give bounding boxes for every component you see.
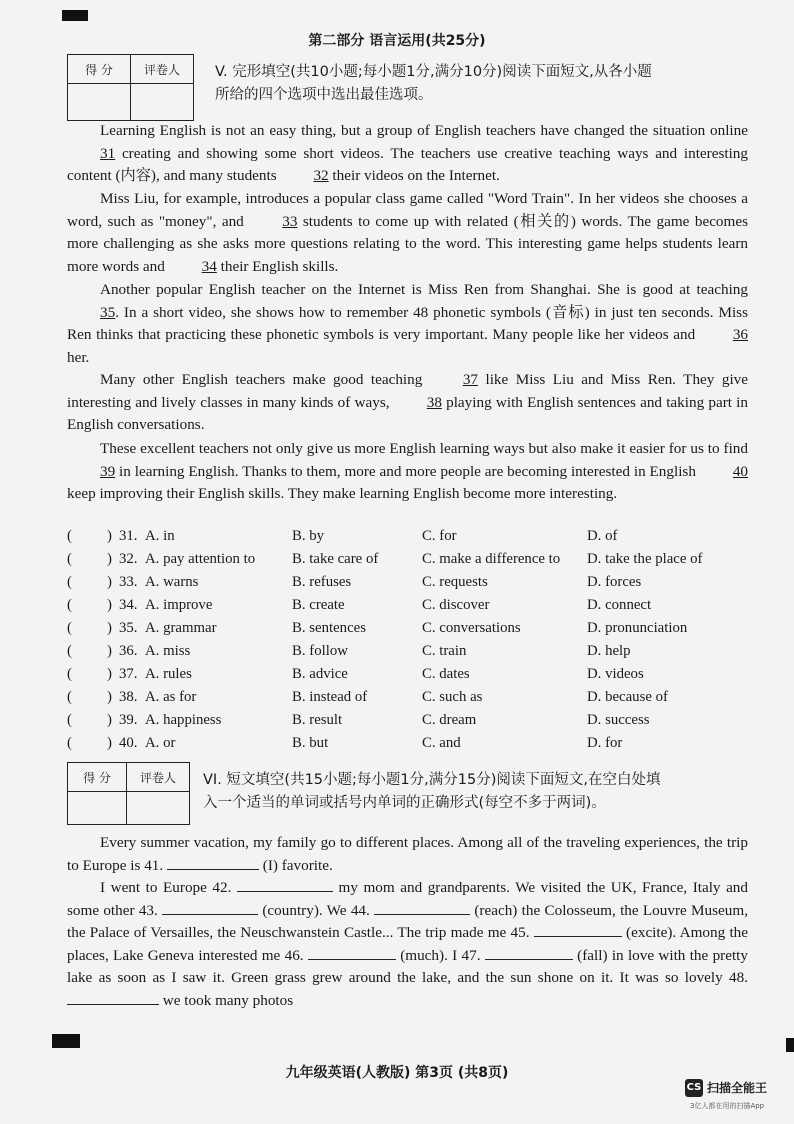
option-a[interactable]: A. in — [145, 528, 175, 544]
answer-paren-close: ) — [107, 528, 112, 544]
answer-paren-open: ( — [67, 689, 72, 705]
option-a[interactable]: A. pay attention to — [145, 551, 256, 567]
section-5-title: V. 完形填空(共10小题;每小题1分,满分10分)阅读下面短文,从各小题 所给的四个选项中选出最佳选项。 — [215, 64, 652, 103]
passage-paragraph-5: These excellent teachers not only give us more English learning ways but also make it easier for us to find 39 in learning English. Thanks to them, more and more people are becoming interested in English 40 keep improving their English skills. They make learning English become more interesting. — [67, 440, 748, 503]
answer-slot-39[interactable] — [75, 712, 105, 732]
option-b[interactable]: B. but — [292, 735, 329, 751]
registration-mark-top — [62, 10, 88, 21]
option-row-32 — [67, 551, 748, 573]
answer-blank-48[interactable] — [67, 1004, 159, 1005]
answer-paren-close: ) — [107, 666, 112, 682]
option-row-36 — [67, 643, 748, 665]
option-d[interactable]: D. videos — [587, 666, 644, 682]
answer-paren-open: ( — [67, 712, 72, 728]
score-box-section-5 — [67, 54, 194, 121]
option-c[interactable]: C. make a difference to — [422, 551, 561, 567]
grader-label: 评卷人 — [127, 763, 190, 792]
answer-blank-41[interactable] — [167, 869, 259, 870]
answer-slot-37[interactable] — [75, 666, 105, 686]
question-number: 39. — [119, 712, 138, 728]
question-number: 38. — [119, 689, 138, 705]
option-row-31 — [67, 528, 748, 550]
option-c[interactable]: C. dream — [422, 712, 477, 728]
option-a[interactable]: A. miss — [145, 643, 191, 659]
answer-paren-open: ( — [67, 551, 72, 567]
answer-slot-34[interactable] — [75, 597, 105, 617]
option-b[interactable]: B. advice — [292, 666, 348, 682]
blank-39: 39 — [100, 462, 116, 480]
option-d[interactable]: D. take the place of — [587, 551, 703, 567]
section-6-paragraph-1: Every summer vacation, my family go to different places. Among all of the traveling experiences, the trip to Europe is 41. (I) favorite. — [67, 834, 748, 874]
camscanner-logo-icon: CS — [685, 1079, 703, 1097]
option-row-40 — [67, 735, 748, 757]
option-row-33 — [67, 574, 748, 596]
page-footer: 九年级英语(人教版) 第3页 (共8页) — [285, 1065, 509, 1081]
score-label: 得 分 — [68, 763, 127, 792]
answer-paren-close: ) — [107, 643, 112, 659]
answer-paren-open: ( — [67, 620, 72, 636]
answer-slot-33[interactable] — [75, 574, 105, 594]
option-row-34 — [67, 597, 748, 619]
passage-paragraph-4: Many other English teachers make good teaching 37 like Miss Liu and Miss Ren. They give interesting and lively classes in many kinds of ways, 38 playing with English sentences and taking part in English conversations. — [67, 371, 748, 434]
answer-paren-close: ) — [107, 689, 112, 705]
answer-slot-40[interactable] — [75, 735, 105, 755]
option-b[interactable]: B. by — [292, 528, 325, 544]
option-row-35 — [67, 620, 748, 642]
answer-paren-close: ) — [107, 712, 112, 728]
option-b[interactable]: B. take care of — [292, 551, 379, 567]
option-b[interactable]: B. create — [292, 597, 345, 613]
option-b[interactable]: B. result — [292, 712, 343, 728]
score-cell[interactable] — [68, 792, 127, 825]
option-c[interactable]: C. for — [422, 528, 457, 544]
question-number: 35. — [119, 620, 138, 636]
answer-blank-44[interactable] — [374, 914, 470, 915]
score-cell[interactable] — [68, 84, 131, 121]
answer-paren-close: ) — [107, 735, 112, 751]
section-6-title: VI. 短文填空(共15小题;每小题1分,满分15分)阅读下面短文,在空白处填 入一个适当的单词或括号内单词的正确形式(每空不多于两词)。 — [203, 772, 661, 811]
registration-mark-right — [786, 1038, 794, 1052]
option-a[interactable]: A. or — [145, 735, 176, 751]
grader-cell[interactable] — [131, 84, 194, 121]
answer-slot-36[interactable] — [75, 643, 105, 663]
passage-paragraph-3: Another popular English teacher on the Internet is Miss Ren from Shanghai. She is good at teaching 35. In a short video, she shows how to remember 48 phonetic symbols (音标) in just ten seconds. Miss Ren thinks that practicing these phonetic symbols is very important. Many people like her videos and 36 her. — [67, 281, 748, 366]
option-b[interactable]: B. follow — [292, 643, 348, 659]
option-d[interactable]: D. success — [587, 712, 650, 728]
option-c[interactable]: C. conversations — [422, 620, 521, 636]
question-number: 34. — [119, 597, 138, 613]
answer-slot-35[interactable] — [75, 620, 105, 640]
answer-paren-open: ( — [67, 735, 72, 751]
option-c[interactable]: C. dates — [422, 666, 470, 682]
question-number: 33. — [119, 574, 138, 590]
option-d[interactable]: D. forces — [587, 574, 642, 590]
option-row-38 — [67, 689, 748, 711]
option-row-37 — [67, 666, 748, 688]
registration-mark-bottom — [52, 1034, 80, 1048]
option-d[interactable]: D. for — [587, 735, 623, 751]
blank-33: 33 — [282, 212, 298, 230]
option-d[interactable]: D. of — [587, 528, 618, 544]
question-number: 32. — [119, 551, 138, 567]
answer-paren-open: ( — [67, 597, 72, 613]
answer-paren-close: ) — [107, 597, 112, 613]
watermark-subtitle: 3亿人都在用的扫描App — [690, 1102, 765, 1110]
blank-31: 31 — [100, 144, 116, 162]
option-a[interactable]: A. improve — [145, 597, 213, 613]
passage-paragraph-2: Miss Liu, for example, introduces a popular class game called "Word Train". In her videos she chooses a word, such as "money", and 33 students to come up with related (相关的) words. The game becomes more challenging as she asks more questions relating to the word. This interesting game helps students learn more words and 34 their English skills. — [67, 188, 748, 278]
option-a[interactable]: A. rules — [145, 666, 192, 682]
option-a[interactable]: A. grammar — [145, 620, 217, 636]
option-b[interactable]: B. refuses — [292, 574, 352, 590]
answer-paren-close: ) — [107, 551, 112, 567]
blank-40: 40 — [732, 462, 748, 480]
watermark-name: 扫描全能王 — [707, 1081, 768, 1095]
option-c[interactable]: C. such as — [422, 689, 483, 705]
option-a[interactable]: A. happiness — [145, 712, 222, 728]
option-d[interactable]: D. connect — [587, 597, 652, 613]
score-box-section-6 — [67, 762, 190, 825]
part-title: 第二部分 语言运用(共25分) — [308, 33, 486, 49]
option-d[interactable]: D. help — [587, 643, 631, 659]
blank-35: 35 — [100, 303, 116, 321]
option-b[interactable]: B. sentences — [292, 620, 366, 636]
answer-blank-45[interactable] — [534, 936, 622, 937]
blank-38: 38 — [426, 393, 442, 411]
answer-paren-close: ) — [107, 620, 112, 636]
answer-slot-31[interactable] — [75, 528, 105, 548]
answer-blank-42[interactable] — [237, 891, 333, 892]
question-number: 36. — [119, 643, 138, 659]
question-number: 31. — [119, 528, 138, 544]
option-b[interactable]: B. instead of — [292, 689, 368, 705]
option-c[interactable]: C. train — [422, 643, 467, 659]
option-a[interactable]: A. warns — [145, 574, 199, 590]
option-row-39 — [67, 712, 748, 734]
blank-34: 34 — [201, 257, 217, 275]
answer-slot-38[interactable] — [75, 689, 105, 709]
option-a[interactable]: A. as for — [145, 689, 197, 705]
question-number: 37. — [119, 666, 138, 682]
passage-paragraph-1: Learning English is not an easy thing, but a group of English teachers have changed the situation online 31 creating and showing some short videos. The teachers use creative teaching ways and interesting content (内容), and many students 32 their videos on the Internet. — [67, 120, 748, 188]
option-c[interactable]: C. requests — [422, 574, 488, 590]
section-6-paragraph-2: I went to Europe 42. my mom and grandparents. We visited the UK, France, Italy and some other 43. (country). We 44. (reach) the Colosseum, the Louvre Museum, the Palace of Versailles, the Neuschwanstein Castle... The trip made me 45. (excite). Among the places, Lake Geneva interested me 46. (much). I 47. (fall) in love with the pretty lake as soon as I saw it. Green grass grew around the lake, and the sun shone on it. It was so lovely 48. we took many photos — [67, 879, 749, 1009]
answer-paren-close: ) — [107, 574, 112, 590]
score-label: 得 分 — [68, 55, 131, 84]
answer-paren-open: ( — [67, 528, 72, 544]
question-number: 40. — [119, 735, 138, 751]
answer-slot-32[interactable] — [75, 551, 105, 571]
answer-blank-43[interactable] — [162, 914, 258, 915]
grader-cell[interactable] — [127, 792, 190, 825]
option-c[interactable]: C. discover — [422, 597, 490, 613]
answer-blank-47[interactable] — [485, 959, 573, 960]
answer-paren-open: ( — [67, 574, 72, 590]
option-c[interactable]: C. and — [422, 735, 461, 751]
answer-paren-open: ( — [67, 643, 72, 659]
option-d[interactable]: D. pronunciation — [587, 620, 688, 636]
blank-32: 32 — [313, 167, 329, 185]
grader-label: 评卷人 — [131, 55, 194, 84]
answer-paren-open: ( — [67, 666, 72, 682]
blank-37: 37 — [462, 371, 478, 388]
blank-36: 36 — [732, 326, 748, 344]
answer-blank-46[interactable] — [308, 959, 396, 960]
option-d[interactable]: D. because of — [587, 689, 668, 705]
